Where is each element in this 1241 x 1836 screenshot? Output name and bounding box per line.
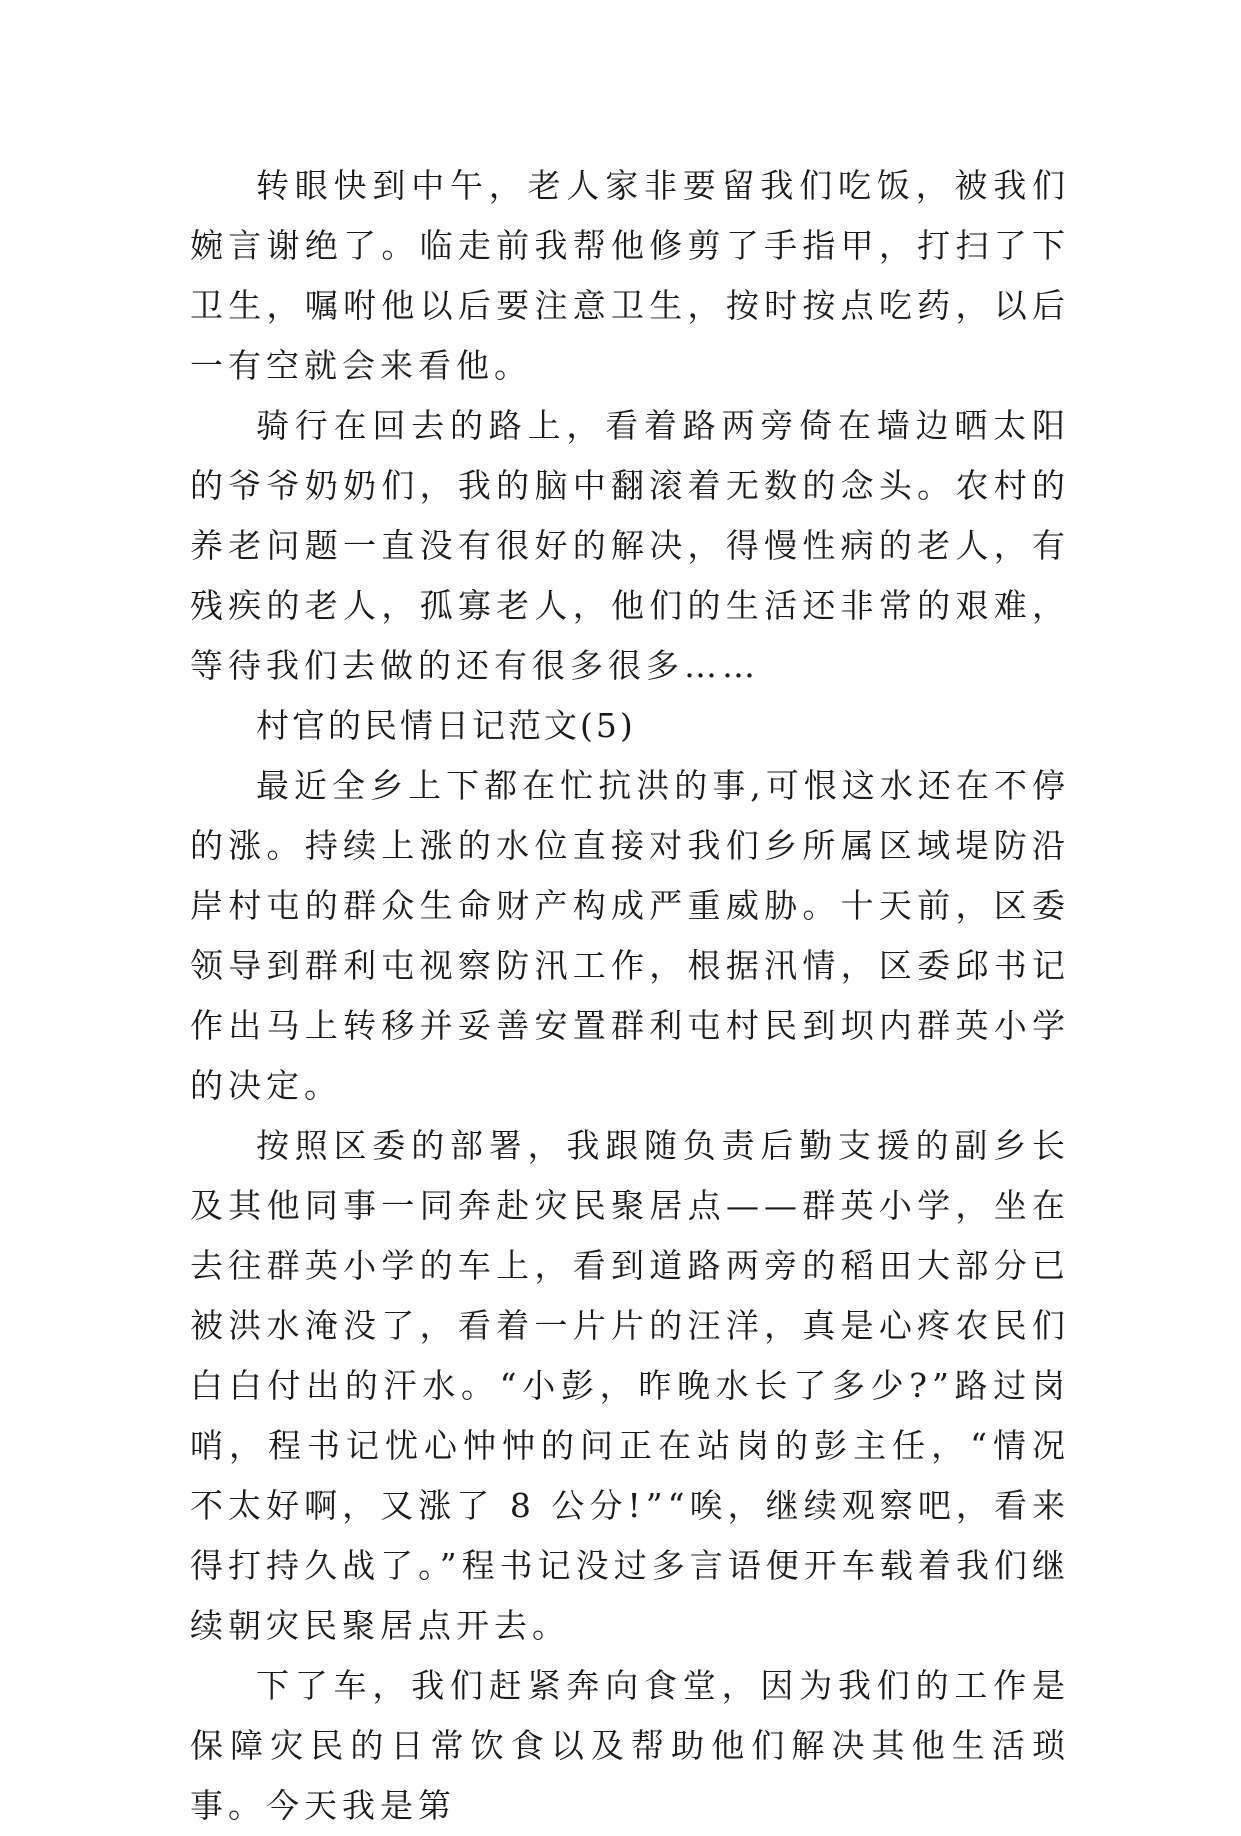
paragraph-2: 骑行在回去的路上，看着路两旁倚在墙边晒太阳的爷爷奶奶们，我的脑中翻滚着无数的念头。农村的养老问题一直没有很好的解决，得慢性病的老人，有残疾的老人，孤寡老人，他们的生活还非常的艰难，等待我们去做的还有很多很多…… — [190, 406, 1070, 685]
paragraph-1: 转眼快到中午，老人家非要留我们吃饭，被我们婉言谢绝了。临走前我帮他修剪了手指甲，打扫了下卫生，嘱咐他以后要注意卫生，按时按点吃药，以后一有空就会来看他。 — [190, 166, 1070, 385]
paragraph-5: 下了车，我们赶紧奔向食堂，因为我们的工作是保障灾民的日常饮食以及帮助他们解决其他生活琐事。今天我是第 — [190, 1666, 1070, 1825]
paragraph-3: 最近全乡上下都在忙抗洪的事,可恨这水还在不停的涨。持续上涨的水位直接对我们乡所属区域堤防沿岸村屯的群众生命财产构成严重威胁。十天前，区委领导到群利屯视察防汛工作，根据汛情，区委邱书记作出马上转移并妥善安置群利屯村民到坝内群英小学的决定。 — [190, 766, 1070, 1105]
section-title: 村官的民情日记范文(5) — [256, 706, 636, 745]
document-body — [190, 156, 1070, 1836]
paragraph-4: 按照区委的部署，我跟随负责后勤支援的副乡长及其他同事一同奔赴灾民聚居点——群英小学，坐在去往群英小学的车上，看到道路两旁的稻田大部分已被洪水淹没了，看着一片片的汪洋，真是心疼农民们白白付出的汗水。“小彭，昨晚水长了多少?”路过岗哨，程书记忧心忡忡的问正在站岗的彭主任，“情况不太好啊，又涨了 8 公分!”“唉，继续观察吧，看来得打持久战了。”程书记没过多言语便开车载着我们继续朝灾民聚居点开去。 — [190, 1126, 1070, 1645]
